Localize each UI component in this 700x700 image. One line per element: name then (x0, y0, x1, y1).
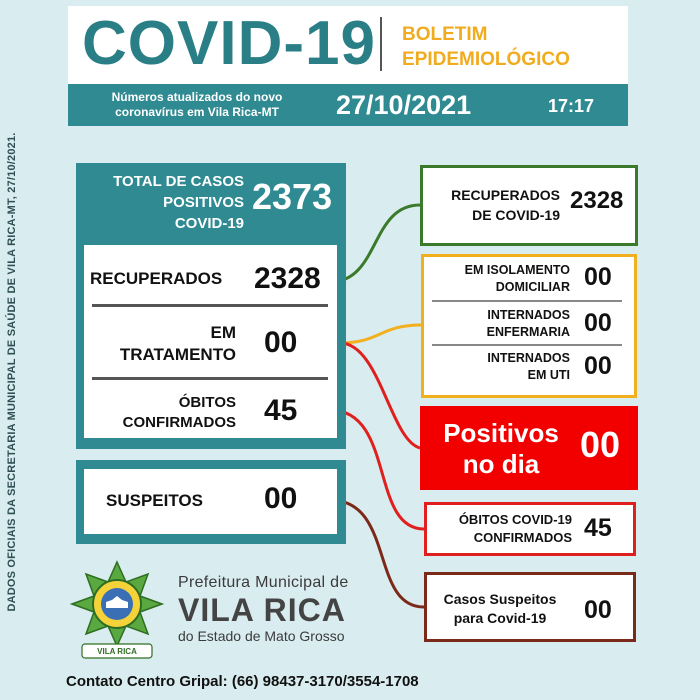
municipality-name: VILA RICA (178, 592, 346, 628)
in-treatment-value: 00 (264, 326, 298, 359)
home-isolation-label-line1: EM ISOLAMENTO (464, 263, 570, 277)
suspects-value: 00 (264, 482, 298, 515)
deaths-detail-label-line2: CONFIRMADOS (473, 530, 572, 545)
recovered-detail-value: 2328 (570, 187, 624, 214)
breakdown-divider-1 (432, 300, 622, 302)
total-cases-label (84, 171, 244, 234)
report-time: 17:17 (548, 96, 595, 116)
total-cases-label-line3: COVID-19 (174, 215, 244, 232)
suspects-detail-label-line1: Casos Suspeitos (443, 591, 557, 607)
status-divider-1 (92, 304, 328, 307)
crest-banner-text: VILA RICA (97, 647, 137, 656)
deaths-label-line2: CONFIRMADOS (122, 414, 236, 431)
bulletin-label-line2: EPIDEMIOLÓGICO (402, 49, 570, 70)
title-divider (380, 17, 382, 71)
deaths-detail-label-line1: ÓBITOS COVID-19 (458, 512, 572, 527)
in-treatment-label-line1: EM (210, 323, 236, 342)
recovered-label: RECUPERADOS (90, 269, 223, 288)
official-data-note (4, 66, 20, 678)
report-date: 27/10/2021 (336, 90, 472, 120)
status-divider-2 (92, 377, 328, 380)
in-treatment-label (96, 322, 236, 366)
ward-hospitalized-label (434, 307, 570, 341)
total-cases-value: 2373 (252, 176, 333, 217)
in-treatment-label-line2: TRATAMENTO (119, 345, 236, 364)
recovered-value: 2328 (254, 262, 321, 295)
ward-hospitalized-label-line1: INTERNADOS (487, 308, 570, 322)
official-data-note-text: DADOS OFICIAIS DA SECRETARIA MUNICIPAL DE SAÚDE DE VILA RICA-MT, 27/10/2021. (6, 132, 18, 612)
update-note-line1: Números atualizados do novo (111, 90, 283, 104)
suspects-detail-label-line2: para Covid-19 (453, 610, 547, 626)
page-title: COVID-19 (82, 9, 376, 78)
update-note-line2: coronavírus em Vila Rica-MT (115, 105, 279, 119)
home-isolation-label-line2: DOMICILIAR (495, 280, 570, 294)
icu-hospitalized-value: 00 (584, 352, 612, 380)
suspects-detail-value: 00 (584, 596, 612, 624)
positives-today-label-line1: Positivos (443, 418, 559, 448)
icu-hospitalized-label (434, 350, 570, 384)
municipality-line3: do Estado de Mato Grosso (178, 628, 345, 644)
deaths-value: 45 (264, 394, 298, 427)
total-cases-label-line2: POSITIVOS (163, 194, 244, 211)
deaths-detail-label (430, 511, 572, 547)
recovered-detail-label-line2: DE COVID-19 (472, 207, 560, 223)
positives-today-label-line2: no dia (462, 449, 540, 479)
home-isolation-value: 00 (584, 263, 612, 291)
home-isolation-label (434, 262, 570, 296)
icu-hospitalized-label-line1: INTERNADOS (487, 351, 570, 365)
positives-today-value: 00 (580, 424, 621, 465)
municipal-crest-icon (70, 560, 164, 666)
deaths-label-line1: ÓBITOS (178, 394, 236, 411)
icu-hospitalized-label-line2: EM UTI (527, 368, 570, 382)
recovered-detail-label (432, 185, 560, 225)
deaths-detail-value: 45 (584, 514, 612, 542)
connector-treatment-isolation (340, 325, 421, 343)
municipality-line1: Prefeitura Municipal de (178, 574, 349, 591)
recovered-detail-label-line1: RECUPERADOS (451, 187, 560, 203)
update-note (72, 90, 322, 120)
ward-hospitalized-value: 00 (584, 309, 612, 337)
total-cases-label-line1: TOTAL DE CASOS (113, 173, 244, 190)
breakdown-divider-2 (432, 344, 622, 346)
positives-today-label (426, 418, 576, 480)
connector-treatment-positive (340, 343, 420, 448)
bulletin-label-line1: BOLETIM (402, 24, 488, 45)
ward-hospitalized-label-line2: ENFERMARIA (486, 325, 570, 339)
contact-info: Contato Centro Gripal: (66) 98437-3170/3554-1708 (66, 673, 419, 690)
suspects-label: SUSPEITOS (106, 491, 203, 510)
deaths-label (96, 393, 236, 433)
suspects-detail-label (430, 590, 570, 628)
